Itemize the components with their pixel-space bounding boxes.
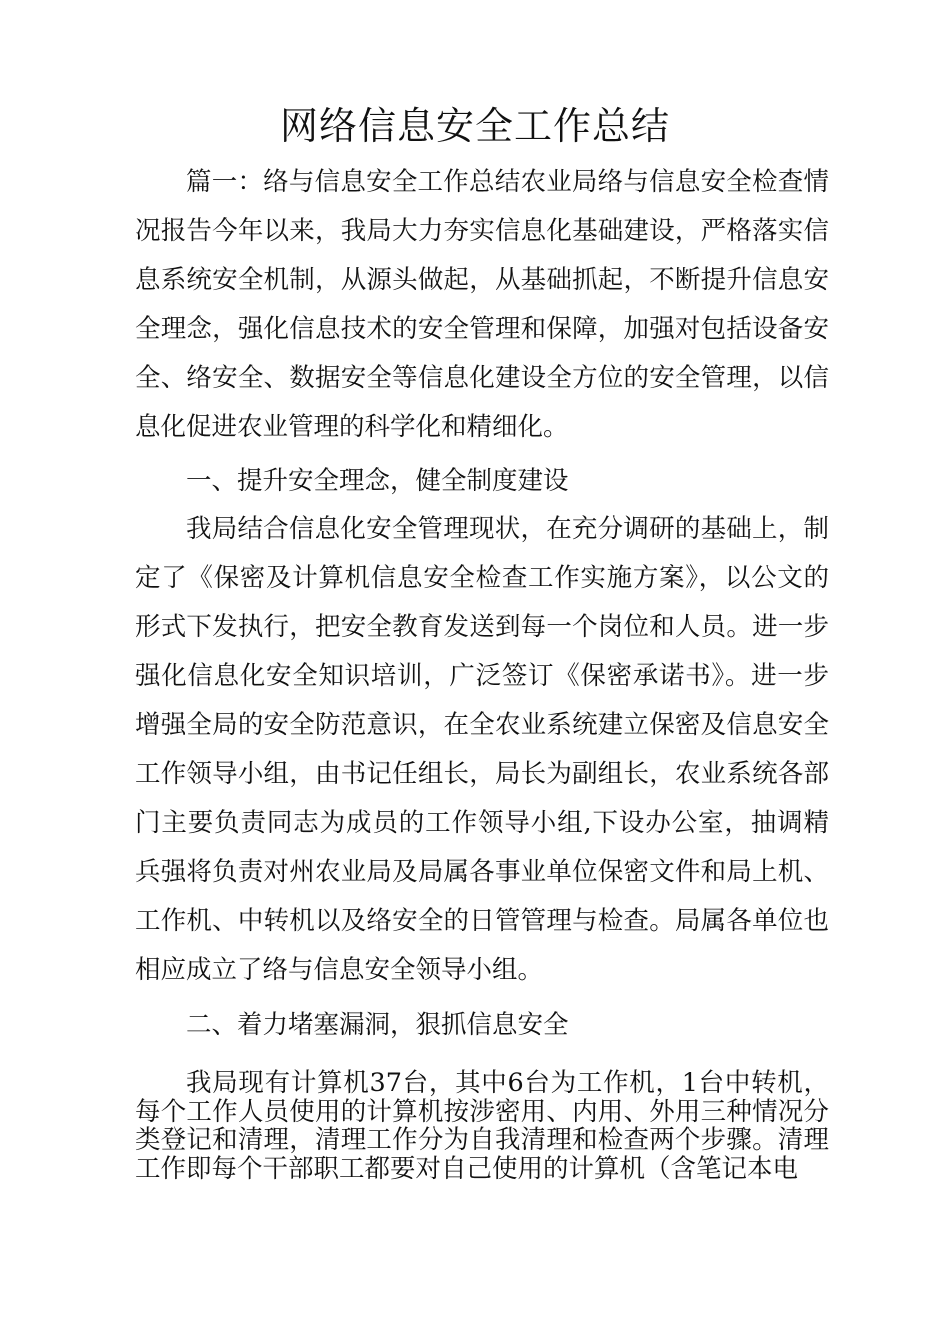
section-heading-1: 一、提升安全理念，健全制度建设 — [186, 466, 569, 496]
document-title: 网络信息安全工作总结 — [279, 104, 670, 148]
paragraph-section-1: 我局结合信息化安全管理现状，在充分调研的基础上，制定了《保密及计算机信息安全检查工作实施方案》，以公文的形式下发执行，把安全教育发送到每一个岗位和人员。进一步强化信息化安全知识培训，广泛签订《保密承诺书》。进一步增强全局的安全防范意识，在全农业系统建立保密及信息安全工作领导小组，由书记任组长，局长为副组长，农业系统各部门主要负责同志为成员的工作领导小组,下设办公室，抽调精兵强将负责对州农业局及局属各事业单位保密文件和局上机、工作机、中转机以及络安全的日管管理与检查。局属各单位也相应成立了络与信息安全领导小组。 — [135, 514, 829, 985]
paragraph-intro: 篇一：络与信息安全工作总结农业局络与信息安全检查情况报告今年以来，我局大力夯实信息化基础建设，严格落实信息系统安全机制，从源头做起，从基础抓起，不断提升信息安全理念，强化信息技术的安全管理和保障，加强对包括设备安全、络安全、数据安全等信息化建设全方位的安全管理，以信息化促进农业管理的科学化和精细化。 — [135, 167, 829, 442]
section-heading-2: 二、着力堵塞漏洞，狠抓信息安全 — [186, 1010, 569, 1040]
paragraph-section-2: 我局现有计算机37台，其中6台为工作机，1台中转机，每个工作人员使用的计算机按涉密用、内用、外用三种情况分类登记和清理，清理工作分为自我清理和检查两个步骤。清理工作即每个干部职工都要对自己使用的计算机（含笔记本电 — [135, 1068, 829, 1184]
